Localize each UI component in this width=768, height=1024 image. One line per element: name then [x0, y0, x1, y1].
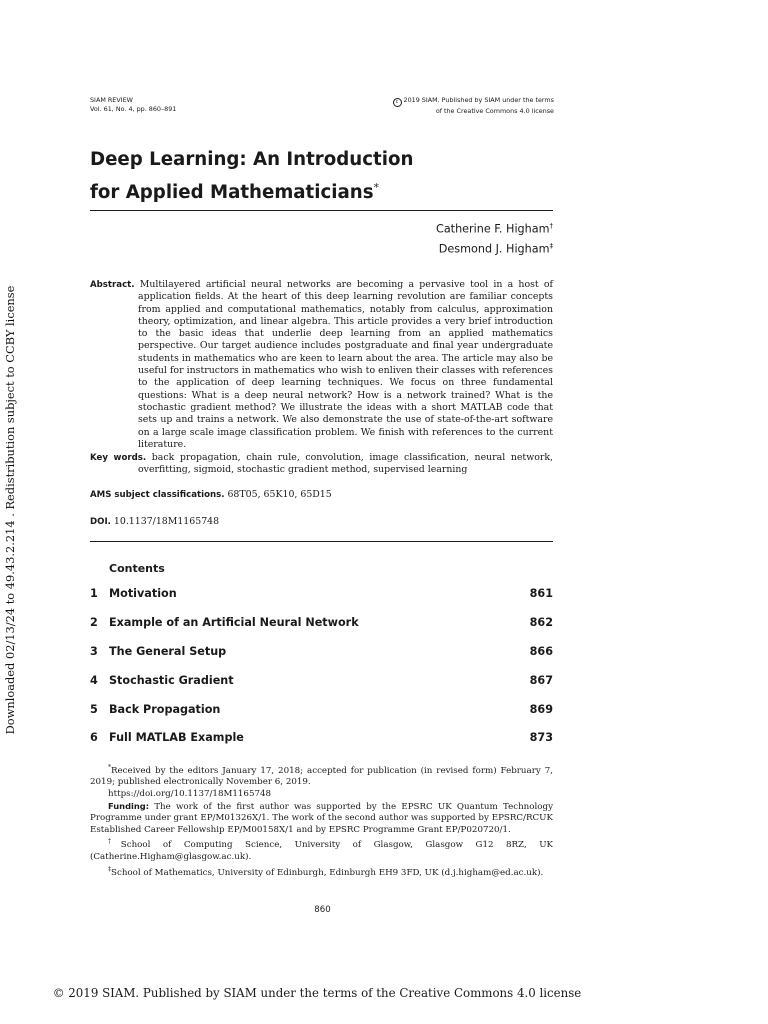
toc-entry[interactable] — [90, 723, 553, 752]
author — [436, 218, 553, 238]
toc-title: Stochastic Gradient — [109, 673, 234, 687]
journal-name: SIAM REVIEW — [90, 96, 133, 104]
journal-volume: Vol. 61, No. 4, pp. 860–891 — [90, 104, 177, 113]
affiliation-2-text: School of Mathematics, University of Edinburgh, Edinburgh EH9 3FD, UK (d.j.higham@ed.ac.uk). — [111, 867, 544, 878]
footnote-affiliation-2 — [90, 864, 553, 879]
table-of-contents — [90, 579, 553, 752]
abstract-text: Multilayered artificial neural networks are becoming a pervasive tool in a host of application fields. At the heart of this deep learning revolution are familiar concepts from applied and computational mathematics, notably from calculus, approximation theory, optimization, and linear algebra. This article provides a very brief introduction to the basic ideas that underlie deep learning from an applied mathematics perspective. Our target audience includes postgraduate and final year undergraduate students in mathematics who are keen to learn about the area. The article may also be useful for instructors in mathematics who wish to enliven their classes with references to the application of deep learning techniques. We focus on three fundamental questions: What is a deep neural network? How is a network trained? What is the stochastic gradient method? We illustrate the ideas with a short MATLAB code that sets up and trains a network. We also demonstrate the use of state-of-the-art software on a large scale image classification problem. We finish with references to the current literature. — [138, 279, 553, 450]
toc-number: 4 — [90, 673, 98, 687]
author-list — [436, 218, 553, 257]
toc-page: 867 — [529, 673, 553, 687]
doi-label: DOI. — [90, 517, 111, 527]
toc-entry[interactable] — [90, 608, 553, 637]
keywords-label: Key words. — [90, 453, 147, 463]
toc-title: Full MATLAB Example — [109, 731, 244, 745]
author-name: Desmond J. Higham — [438, 242, 550, 256]
toc-title: Motivation — [109, 586, 177, 600]
toc-page: 866 — [529, 644, 553, 658]
paper-title — [90, 146, 413, 207]
footnote-mark: * — [108, 764, 111, 771]
toc-entry[interactable] — [90, 666, 553, 695]
doi-value: 10.1137/18M1165748 — [113, 516, 220, 527]
download-watermark-text: Downloaded 02/13/24 to 49.43.2.214 . Redistribution subject to CCBY license — [3, 285, 17, 735]
toc-page: 869 — [529, 702, 553, 716]
ams-codes: 68T05, 65K10, 65D15 — [227, 489, 332, 500]
title-line-1: Deep Learning: An Introduction — [90, 149, 414, 170]
funding-label: Funding: — [108, 800, 150, 811]
footnote-affiliation-1 — [90, 836, 553, 863]
author-name: Catherine F. Higham — [436, 222, 550, 236]
toc-page: 861 — [529, 586, 553, 600]
copyright-circle-icon: c — [393, 98, 402, 107]
license-line-1: 2019 SIAM. Published by SIAM under the terms — [403, 96, 554, 104]
article-url[interactable]: https://doi.org/10.1137/18M1165748 — [108, 789, 272, 800]
abstract-label: Abstract. — [90, 280, 135, 290]
affiliation-1-text: School of Computing Science, University of Glasgow, Glasgow G12 8RZ, UK (Catherine.Higham@glasgow.ac.uk). — [90, 840, 554, 862]
toc-number: 5 — [90, 702, 98, 716]
download-watermark — [0, 285, 20, 735]
toc-entry[interactable] — [90, 695, 553, 724]
journal-header — [90, 96, 176, 113]
toc-entry[interactable] — [90, 637, 553, 666]
toc-page: 873 — [529, 731, 553, 745]
ams-classifications — [90, 489, 332, 500]
footnotes — [90, 762, 553, 879]
toc-title: Back Propagation — [109, 702, 221, 716]
bottom-copyright: © 2019 SIAM. Published by SIAM under the terms of the Creative Commons 4.0 license — [52, 986, 582, 1000]
toc-title: The General Setup — [109, 644, 227, 658]
title-line-2: for Applied Mathematicians — [90, 182, 374, 204]
keywords-text: back propagation, chain rule, convolution, image classification, neural network, overfitting, sigmoid, stochastic gradient method, supervised learning — [138, 452, 554, 476]
toc-entry[interactable] — [90, 579, 553, 608]
footnote-url — [90, 789, 553, 801]
doi — [90, 516, 219, 527]
toc-title: Example of an Artificial Neural Network — [109, 615, 359, 629]
page-number: 860 — [314, 905, 331, 915]
footnote-received — [90, 762, 553, 789]
title-rule — [90, 210, 553, 211]
toc-number: 6 — [90, 731, 98, 745]
received-text: Received by the editors January 17, 2018; accepted for publication (in revised form) February 7, 2019; published electronically November 6, 2019. — [90, 765, 553, 788]
author — [436, 238, 553, 258]
keywords — [90, 452, 553, 477]
license-header — [393, 96, 555, 116]
contents-heading: Contents — [109, 562, 165, 575]
contents-rule — [90, 541, 553, 542]
footnote-funding — [90, 801, 553, 837]
ams-label: AMS subject classifications. — [90, 490, 225, 500]
author-footnote-mark: † — [549, 222, 553, 230]
toc-number: 2 — [90, 615, 98, 629]
license-line-2: of the Creative Commons 4.0 license — [435, 107, 554, 115]
toc-number: 1 — [90, 586, 98, 600]
funding-text: The work of the first author was supported by the EPSRC UK Quantum Technology Programme under grant EP/M01326X/1. The work of the second author was supported by EPSRC/RCUK Established Career Fellowship EP/M00158X/1 and by EPSRC Programme Grant EP/P020720/1. — [90, 801, 553, 835]
abstract — [90, 279, 553, 451]
title-footnote-mark: * — [373, 181, 380, 194]
toc-page: 862 — [529, 615, 553, 629]
author-footnote-mark: ‡ — [549, 241, 553, 250]
footnote-mark: † — [108, 838, 121, 846]
toc-number: 3 — [90, 644, 98, 658]
footnote-mark: ‡ — [108, 865, 111, 873]
